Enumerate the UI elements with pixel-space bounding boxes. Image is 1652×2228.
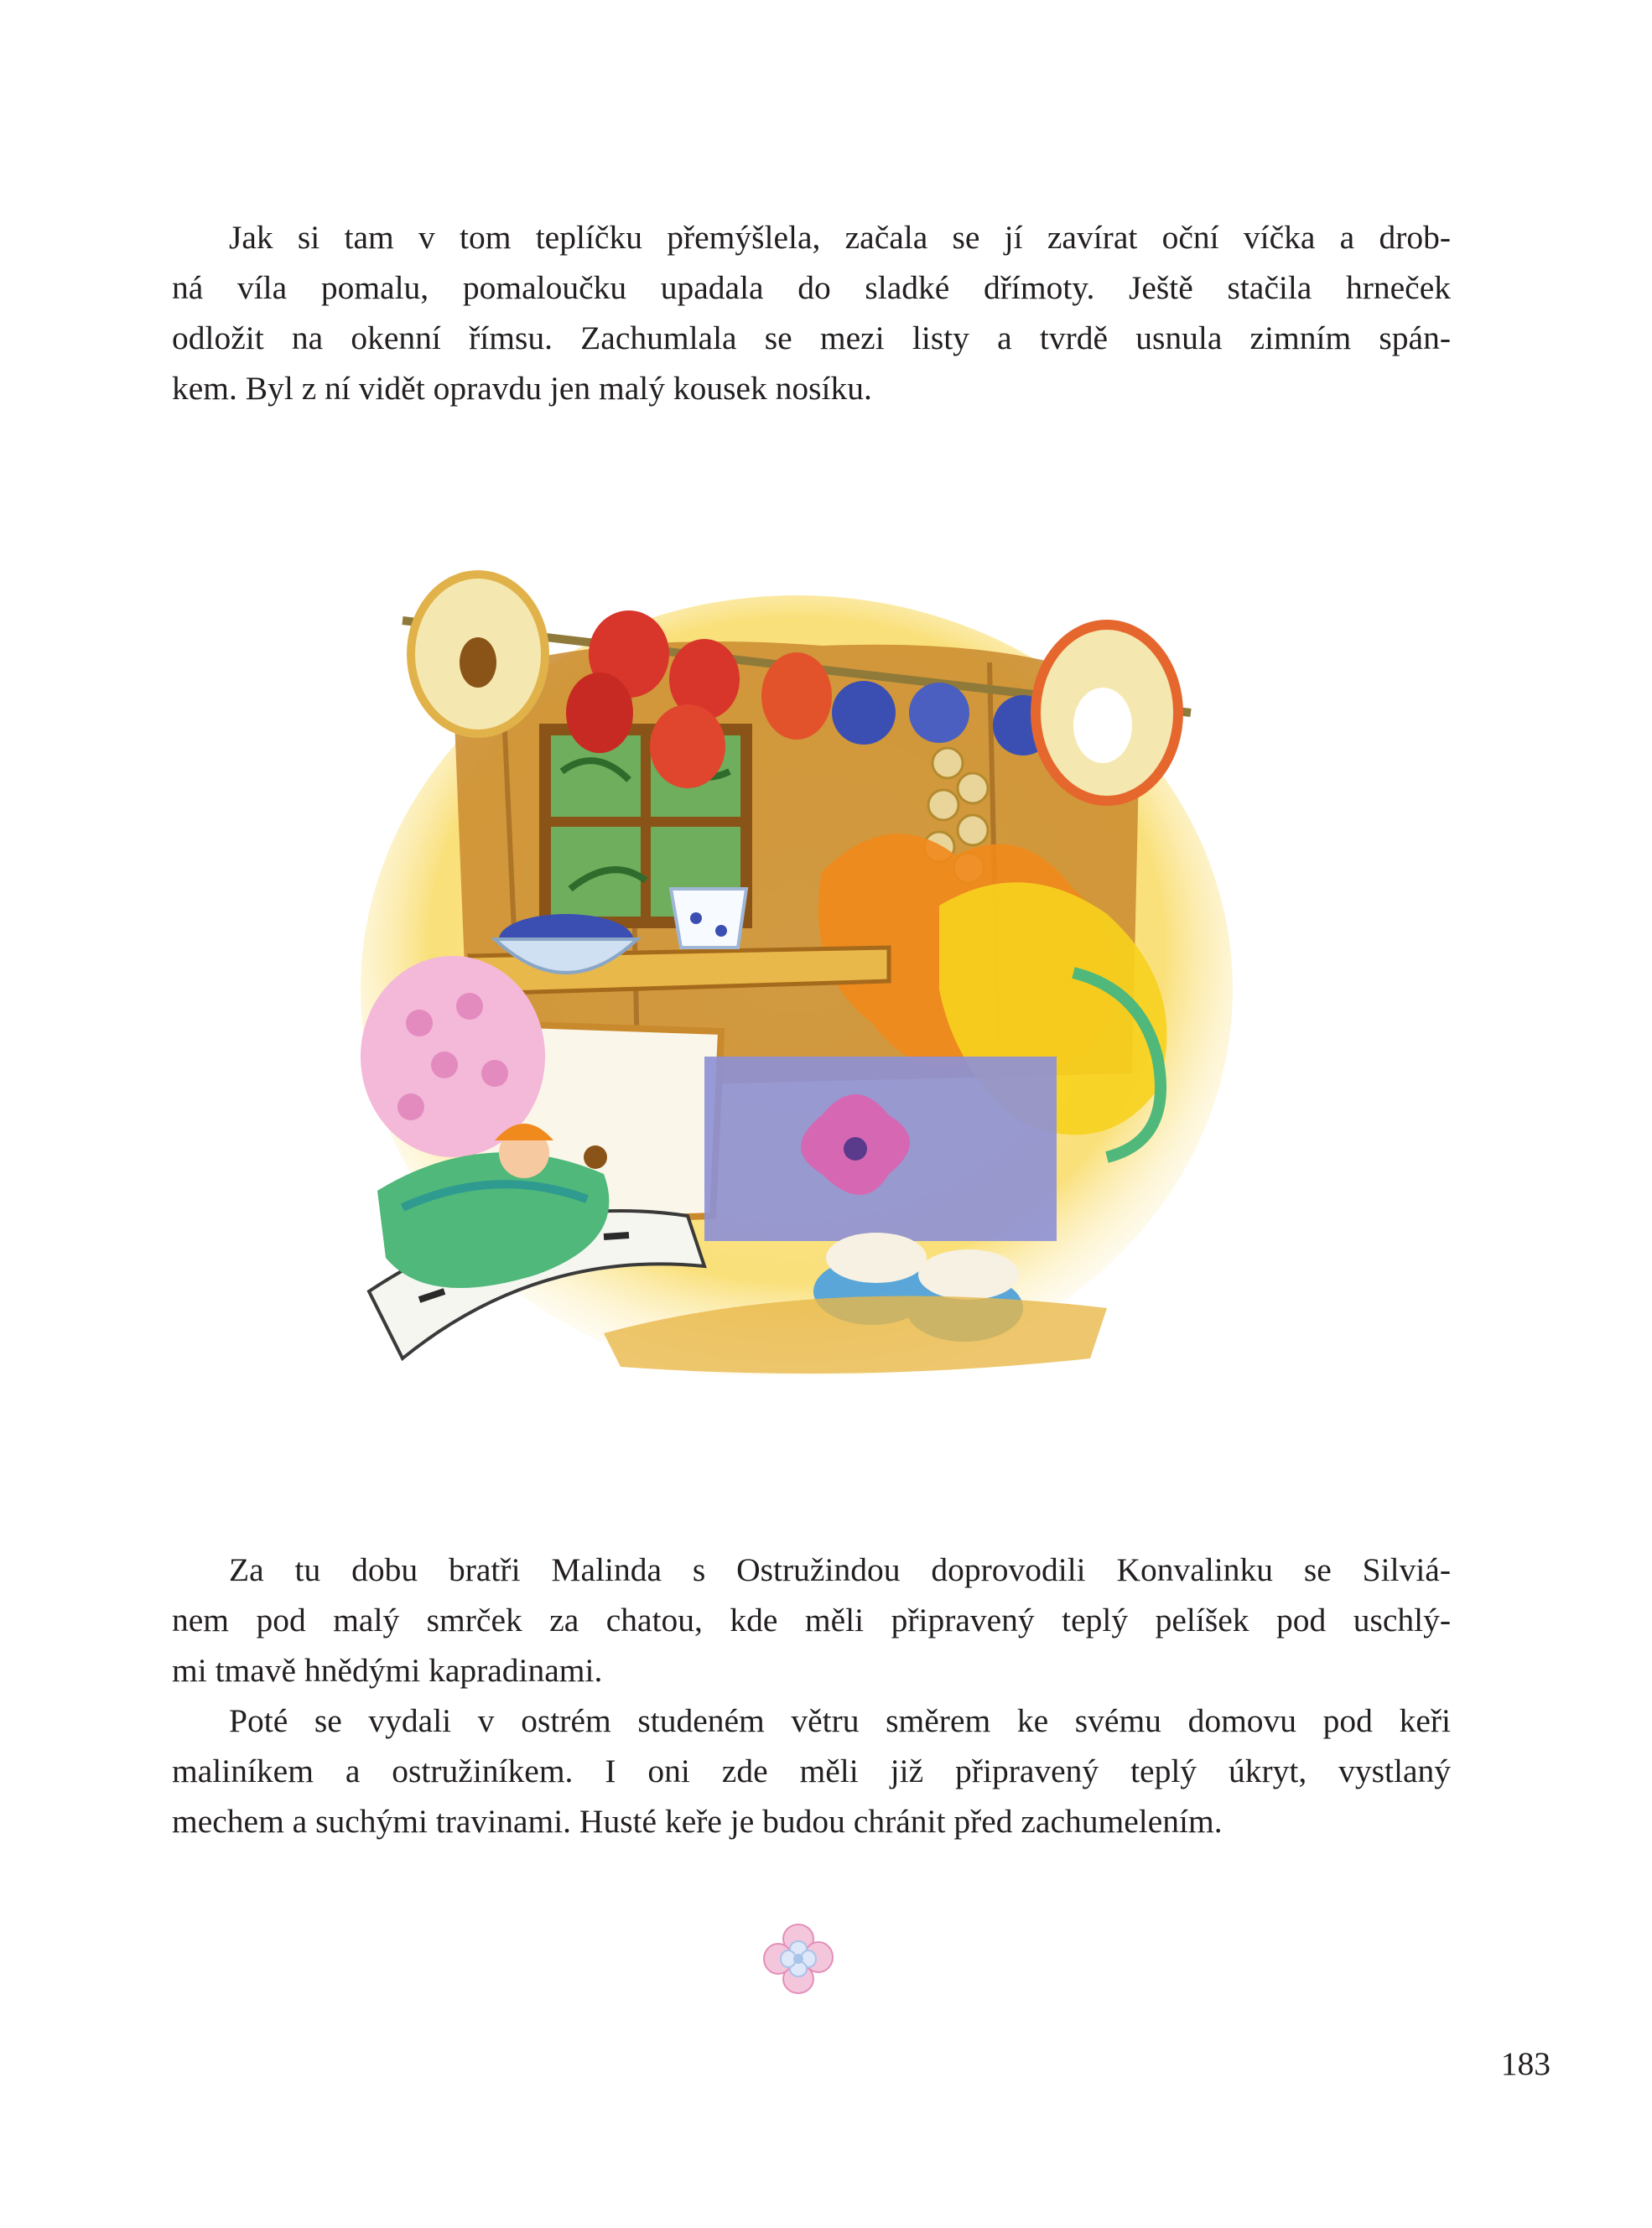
- text-line: Jak si tam v tom teplíčku přemýšlela, začala se jí zavírat oční víčka a drob-: [229, 219, 1451, 256]
- hydrangea-flower-icon: [760, 1920, 837, 1997]
- text-line: odložit na okenní římsu. Zachumlala se mezi listy a tvrdě usnula zimním spán-: [172, 319, 1451, 356]
- text-line: nem pod malý smrček za chatou, kde měli připravený teplý pelíšek pod uschlý-: [172, 1602, 1451, 1639]
- text-line: ná víla pomalu, pomaloučku upadala do sladké dřímoty. Ještě stačila hrneček: [172, 269, 1451, 306]
- fairy-room-illustration: [352, 553, 1241, 1375]
- paragraph-1: [172, 212, 1451, 413]
- paragraph-2: [172, 1545, 1451, 1696]
- text-line: Poté se vydali v ostrém studeném větru směrem ke svému domovu pod keři: [229, 1702, 1451, 1739]
- paragraph-3: [172, 1696, 1451, 1846]
- text-line: Za tu dobu bratři Malinda s Ostružindou doprovodili Konvalinku se Silviá-: [229, 1551, 1451, 1588]
- text-line: maliníkem a ostružiníkem. I oni zde měli již připravený teplý úkryt, vystlaný: [172, 1753, 1451, 1789]
- page-number: 183: [1500, 2045, 1551, 2082]
- text-line: mechem a suchými travinami. Husté keře je budou chránit před zachumelením.: [172, 1803, 1223, 1840]
- text-line: kem. Byl z ní vidět opravdu jen malý kousek nosíku.: [172, 370, 872, 407]
- text-line: mi tmavě hnědými kapradinami.: [172, 1652, 603, 1689]
